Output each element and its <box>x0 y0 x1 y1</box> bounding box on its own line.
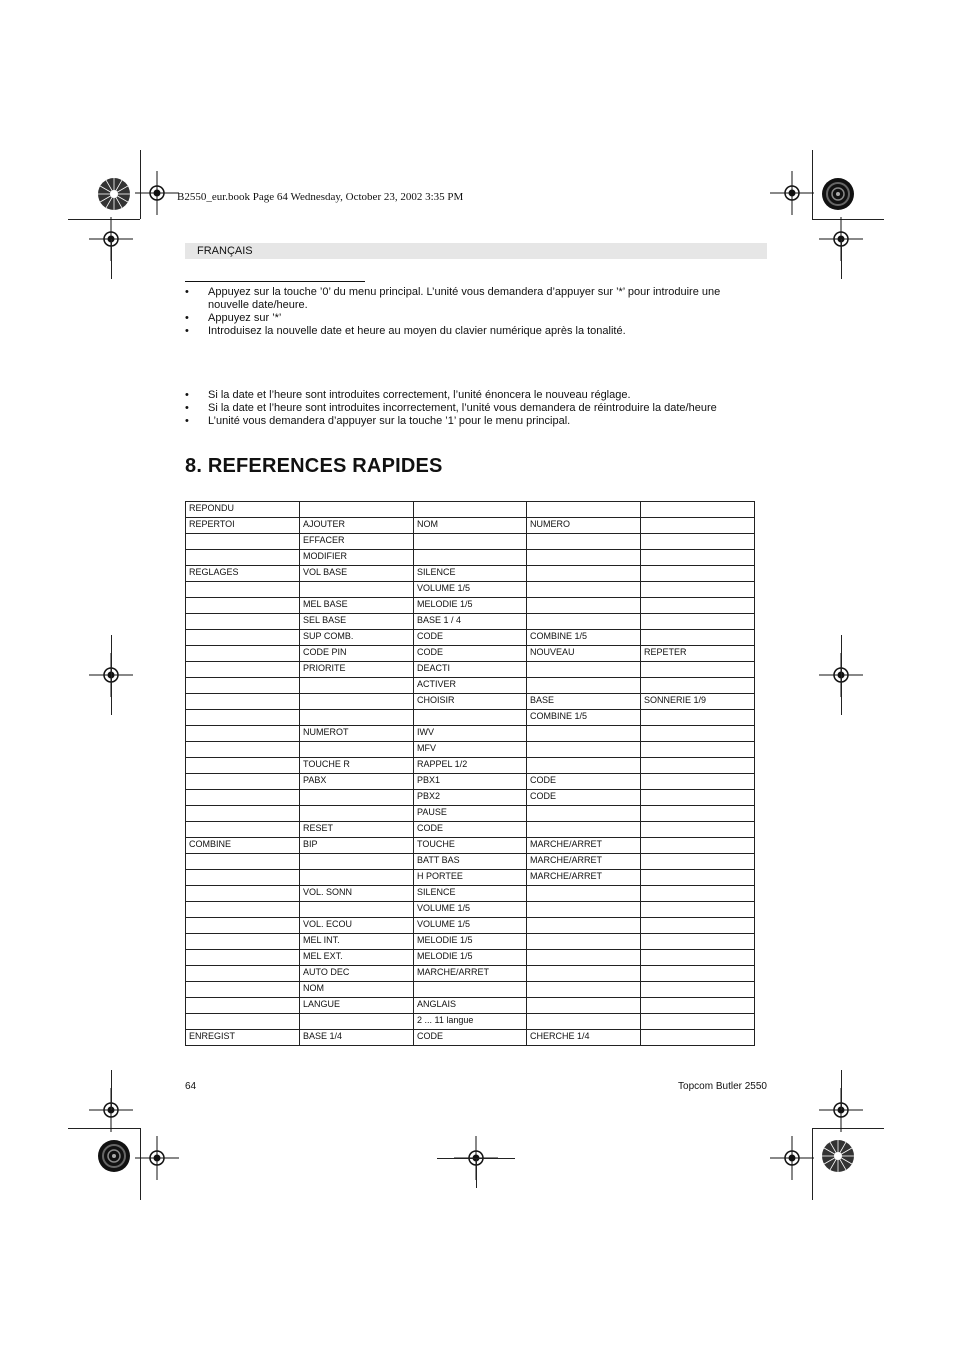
crop-line <box>111 635 112 715</box>
table-cell: CODE PIN <box>300 646 414 662</box>
list-item-text: Si la date et l’heure sont introduites incorrectement, l’unité vous demandera de réintroduire la date/heure <box>208 402 717 414</box>
table-cell <box>300 694 414 710</box>
table-cell: EFFACER <box>300 534 414 550</box>
table-cell <box>414 534 527 550</box>
table-cell: MARCHE/ARRET <box>527 838 641 854</box>
table-cell: PBX2 <box>414 790 527 806</box>
table-cell <box>527 534 641 550</box>
table-cell: IWV <box>414 726 527 742</box>
table-cell: REPONDU <box>186 502 300 518</box>
table-row <box>186 598 755 614</box>
calibration-wheel-icon <box>821 177 855 211</box>
table-row <box>186 950 755 966</box>
table-cell <box>414 710 527 726</box>
crop-line <box>841 635 842 715</box>
table-cell: REPERTOI <box>186 518 300 534</box>
table-cell: ENREGIST <box>186 1030 300 1046</box>
crop-line <box>111 1070 112 1110</box>
table-cell <box>186 758 300 774</box>
table-cell <box>641 534 755 550</box>
table-cell <box>300 854 414 870</box>
registration-mark-icon <box>770 171 814 215</box>
table-cell <box>300 790 414 806</box>
table-cell <box>641 518 755 534</box>
table-cell <box>641 758 755 774</box>
table-cell: MEL EXT. <box>300 950 414 966</box>
table-cell: TOUCHE <box>414 838 527 854</box>
table-cell: NOM <box>300 982 414 998</box>
list-item-text: Appuyez sur la touche ’0’ du menu principal. L’unité vous demandera d’appuyer sur ’*’ pour introduire une nouvelle date/heure. <box>208 286 721 311</box>
table-cell <box>641 710 755 726</box>
table-cell <box>186 630 300 646</box>
table-cell: BASE <box>527 694 641 710</box>
table-cell <box>641 614 755 630</box>
table-row <box>186 870 755 886</box>
table-cell: BASE 1 / 4 <box>414 614 527 630</box>
table-row <box>186 534 755 550</box>
table-cell: MELODIE 1/5 <box>414 934 527 950</box>
table-cell <box>300 806 414 822</box>
table-row <box>186 566 755 582</box>
table-cell <box>641 838 755 854</box>
table-row <box>186 678 755 694</box>
table-cell: MELODIE 1/5 <box>414 598 527 614</box>
list-item-text: Introduisez la nouvelle date et heure au moyen du clavier numérique après la tonalité. <box>208 325 626 337</box>
table-cell <box>527 886 641 902</box>
table-cell <box>527 806 641 822</box>
table-cell <box>527 918 641 934</box>
table-cell: AJOUTER <box>300 518 414 534</box>
table-cell: MARCHE/ARRET <box>527 870 641 886</box>
table-row <box>186 918 755 934</box>
table-cell <box>641 806 755 822</box>
table-cell: PRIORITE <box>300 662 414 678</box>
table-cell <box>186 918 300 934</box>
crop-line <box>841 239 842 279</box>
table-row <box>186 614 755 630</box>
list-item-text: Si la date et l’heure sont introduites correctement, l’unité énoncera le nouveau réglage. <box>208 389 631 401</box>
table-cell <box>186 742 300 758</box>
table-cell <box>186 998 300 1014</box>
table-cell: PBX1 <box>414 774 527 790</box>
table-cell <box>527 678 641 694</box>
table-cell <box>186 982 300 998</box>
table-cell <box>186 550 300 566</box>
table-cell <box>641 678 755 694</box>
crop-line <box>476 1158 477 1188</box>
table-row <box>186 838 755 854</box>
list-item: • Si la date et l’heure sont introduites incorrectement, l’unité vous demandera de réintroduire la date/heure <box>185 402 717 414</box>
list-item: • Appuyez sur ’*’ <box>185 312 282 324</box>
table-cell <box>186 950 300 966</box>
table-cell <box>186 934 300 950</box>
table-cell <box>527 550 641 566</box>
table-cell <box>186 870 300 886</box>
table-cell: COMBINE <box>186 838 300 854</box>
table-cell <box>527 726 641 742</box>
table-cell <box>186 614 300 630</box>
table-row <box>186 662 755 678</box>
table-cell <box>641 870 755 886</box>
table-cell <box>641 950 755 966</box>
table-cell: SEL BASE <box>300 614 414 630</box>
table-row <box>186 726 755 742</box>
table-row <box>186 630 755 646</box>
table-cell <box>300 1014 414 1030</box>
table-cell <box>186 726 300 742</box>
product-name: Topcom Butler 2550 <box>678 1081 767 1092</box>
calibration-wheel-icon <box>97 177 131 211</box>
table-cell <box>641 886 755 902</box>
table-cell: SUP COMB. <box>300 630 414 646</box>
table-cell: VOLUME 1/5 <box>414 902 527 918</box>
table-cell <box>186 598 300 614</box>
table-cell: VOLUME 1/5 <box>414 582 527 598</box>
table-cell <box>641 854 755 870</box>
table-cell: ACTIVER <box>414 678 527 694</box>
table-cell <box>414 982 527 998</box>
language-bar <box>185 243 767 259</box>
table-cell: NUMEROT <box>300 726 414 742</box>
instructions-list <box>185 286 755 338</box>
table-cell: MFV <box>414 742 527 758</box>
table-row <box>186 694 755 710</box>
table-cell <box>641 966 755 982</box>
table-cell: TOUCHE R <box>300 758 414 774</box>
table-cell <box>186 1014 300 1030</box>
table-cell: SILENCE <box>414 566 527 582</box>
table-row <box>186 998 755 1014</box>
table-cell: VOL. SONN <box>300 886 414 902</box>
table-cell <box>414 550 527 566</box>
language-label: FRANÇAIS <box>197 245 253 257</box>
table-cell <box>641 774 755 790</box>
crop-line <box>841 1070 842 1110</box>
table-cell: ANGLAIS <box>414 998 527 1014</box>
table-cell <box>641 726 755 742</box>
table-row <box>186 854 755 870</box>
table-cell: LANGUE <box>300 998 414 1014</box>
table-row <box>186 934 755 950</box>
table-row <box>186 710 755 726</box>
table-cell <box>300 582 414 598</box>
table-cell: CODE <box>414 646 527 662</box>
table-row <box>186 502 755 518</box>
table-cell <box>300 902 414 918</box>
table-row <box>186 806 755 822</box>
table-cell: BATT BAS <box>414 854 527 870</box>
table-cell <box>527 566 641 582</box>
table-row <box>186 966 755 982</box>
table-cell <box>527 1014 641 1030</box>
table-cell: CODE <box>414 630 527 646</box>
table-cell <box>186 582 300 598</box>
table-cell <box>527 966 641 982</box>
table-cell <box>186 534 300 550</box>
table-row <box>186 518 755 534</box>
table-cell <box>186 646 300 662</box>
table-cell <box>186 854 300 870</box>
table-row <box>186 822 755 838</box>
table-cell: MODIFIER <box>300 550 414 566</box>
table-cell: MELODIE 1/5 <box>414 950 527 966</box>
table-cell: COMBINE 1/5 <box>527 630 641 646</box>
table-cell: VOL BASE <box>300 566 414 582</box>
table-cell <box>300 742 414 758</box>
list-item: • Appuyez sur la touche ’0’ du menu principal. L’unité vous demandera d’appuyer sur ’*’ pour introduire une nouvelle date/heure. <box>185 286 721 311</box>
table-cell <box>300 870 414 886</box>
table-row <box>186 1030 755 1046</box>
calibration-wheel-icon <box>97 1139 131 1173</box>
table-cell: MEL INT. <box>300 934 414 950</box>
table-cell <box>527 742 641 758</box>
list-item-text: L’unité vous demandera d’appuyer sur la touche ’1’ pour le menu principal. <box>208 415 571 427</box>
table-cell <box>641 598 755 614</box>
table-cell: MARCHE/ARRET <box>414 966 527 982</box>
table-cell <box>300 710 414 726</box>
table-cell <box>641 662 755 678</box>
table-cell <box>641 1030 755 1046</box>
table-cell: NUMERO <box>527 518 641 534</box>
table-cell: DEACTI <box>414 662 527 678</box>
table-cell <box>641 550 755 566</box>
table-cell <box>641 902 755 918</box>
table-cell <box>527 998 641 1014</box>
table-cell <box>527 822 641 838</box>
table-cell <box>641 502 755 518</box>
table-row <box>186 550 755 566</box>
table-cell: CODE <box>414 1030 527 1046</box>
table-cell <box>300 502 414 518</box>
table-cell: CODE <box>527 774 641 790</box>
table-cell: CHERCHE 1/4 <box>527 1030 641 1046</box>
list-item: • Si la date et l’heure sont introduites correctement, l’unité énoncera le nouveau réglage. <box>185 389 631 401</box>
table-row <box>186 982 755 998</box>
registration-mark-icon <box>770 1136 814 1180</box>
table-cell <box>641 790 755 806</box>
table-row <box>186 1014 755 1030</box>
divider <box>185 281 365 282</box>
table-cell <box>641 582 755 598</box>
table-cell <box>186 966 300 982</box>
list-item: • Introduisez la nouvelle date et heure au moyen du clavier numérique après la tonalité. <box>185 325 626 337</box>
table-cell: H PORTEE <box>414 870 527 886</box>
table-cell <box>414 502 527 518</box>
table-cell <box>186 694 300 710</box>
table-cell <box>186 774 300 790</box>
table-cell <box>186 662 300 678</box>
table-row <box>186 774 755 790</box>
table-cell: PAUSE <box>414 806 527 822</box>
calibration-wheel-icon <box>821 1139 855 1173</box>
table-cell <box>186 678 300 694</box>
table-cell <box>186 710 300 726</box>
table-cell <box>527 902 641 918</box>
table-cell <box>527 982 641 998</box>
table-cell: 2 ... 11 langue <box>414 1014 527 1030</box>
table-row <box>186 742 755 758</box>
table-cell <box>186 886 300 902</box>
table-cell: SONNERIE 1/9 <box>641 694 755 710</box>
table-cell: CODE <box>527 790 641 806</box>
table-cell: RESET <box>300 822 414 838</box>
table-cell <box>641 566 755 582</box>
table-cell <box>527 662 641 678</box>
table-cell: RAPPEL 1/2 <box>414 758 527 774</box>
table-row <box>186 758 755 774</box>
table-row <box>186 902 755 918</box>
table-cell: CHOISIR <box>414 694 527 710</box>
table-cell: REGLAGES <box>186 566 300 582</box>
list-item: • L’unité vous demandera d’appuyer sur la touche ’1’ pour le menu principal. <box>185 415 571 427</box>
table-cell <box>527 614 641 630</box>
table-cell <box>527 502 641 518</box>
table-cell <box>527 758 641 774</box>
table-cell <box>641 1014 755 1030</box>
table-row <box>186 790 755 806</box>
table-cell <box>186 902 300 918</box>
table-cell: BIP <box>300 838 414 854</box>
table-cell: SILENCE <box>414 886 527 902</box>
table-cell <box>641 934 755 950</box>
table-cell <box>641 998 755 1014</box>
table-cell: BASE 1/4 <box>300 1030 414 1046</box>
table-cell: AUTO DEC <box>300 966 414 982</box>
table-cell: REPETER <box>641 646 755 662</box>
table-row <box>186 886 755 902</box>
table-cell: PABX <box>300 774 414 790</box>
reference-table <box>185 501 755 1046</box>
table-cell: CODE <box>414 822 527 838</box>
table-cell <box>186 806 300 822</box>
page-number: 64 <box>185 1081 197 1092</box>
table-cell <box>186 790 300 806</box>
table-cell <box>527 934 641 950</box>
table-cell <box>641 822 755 838</box>
section-title: 8. REFERENCES RAPIDES <box>185 455 443 477</box>
table-cell: MEL BASE <box>300 598 414 614</box>
table-cell <box>300 678 414 694</box>
table-cell <box>527 582 641 598</box>
table-cell <box>186 822 300 838</box>
list-item-text: Appuyez sur ’*’ <box>208 312 282 324</box>
table-cell: MARCHE/ARRET <box>527 854 641 870</box>
registration-mark-icon <box>135 1136 179 1180</box>
table-cell <box>527 950 641 966</box>
table-cell: NOM <box>414 518 527 534</box>
table-cell <box>641 742 755 758</box>
table-row <box>186 582 755 598</box>
table-cell <box>527 598 641 614</box>
table-row <box>186 646 755 662</box>
file-info: B2550_eur.book Page 64 Wednesday, October 23, 2002 3:35 PM <box>177 191 464 203</box>
table-cell: NOUVEAU <box>527 646 641 662</box>
table-cell <box>641 918 755 934</box>
table-cell: VOLUME 1/5 <box>414 918 527 934</box>
registration-mark-icon <box>135 171 179 215</box>
table-cell <box>641 630 755 646</box>
table-cell <box>641 982 755 998</box>
table-cell: VOL. ECOU <box>300 918 414 934</box>
table-cell: COMBINE 1/5 <box>527 710 641 726</box>
crop-line <box>111 239 112 279</box>
result-list <box>185 389 755 428</box>
